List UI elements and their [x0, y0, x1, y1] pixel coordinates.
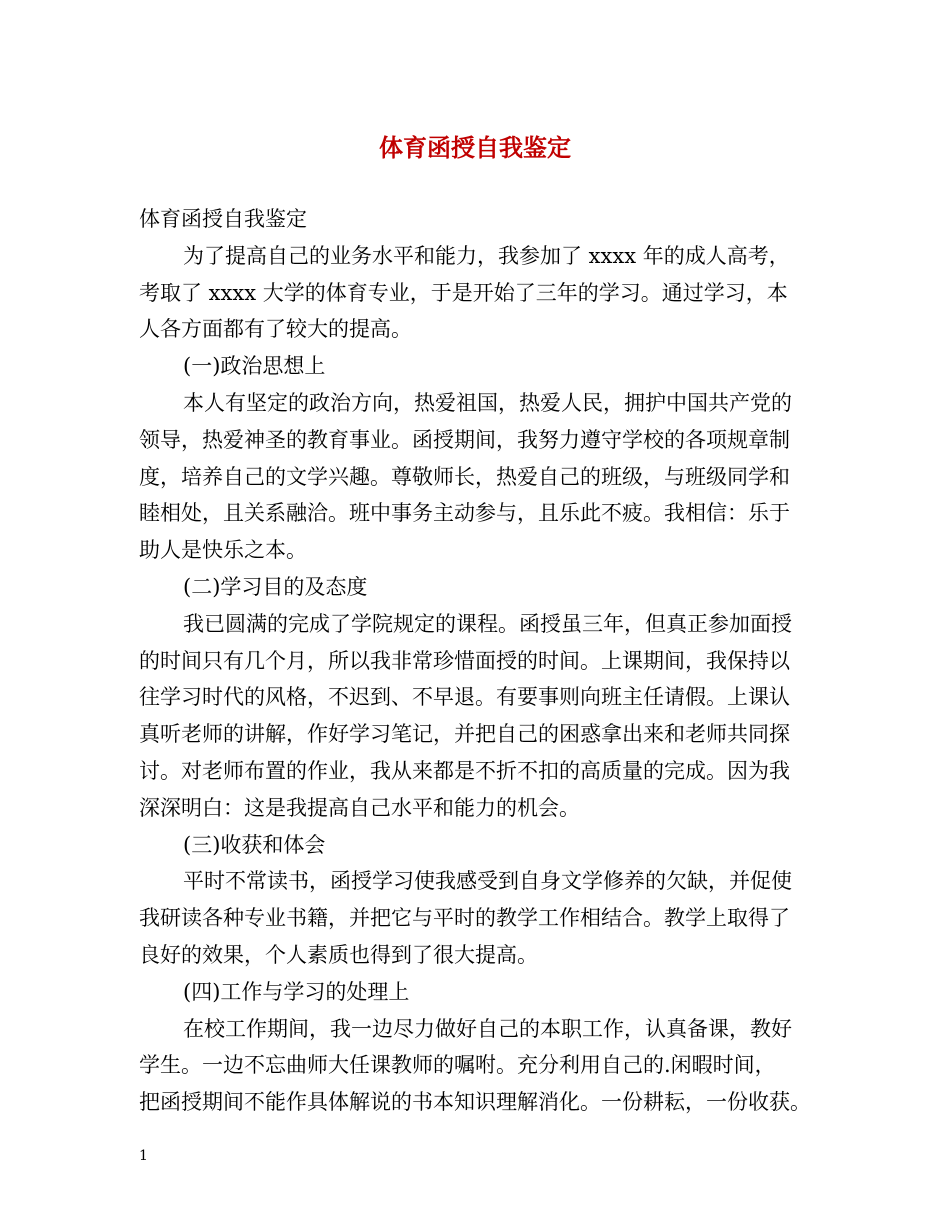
paragraph-line: 学生。一边不忘曲师大任课教师的嘱咐。充分利用自己的.闲暇时间，	[139, 1053, 776, 1078]
paragraph-line: 领导，热爱神圣的教育事业。函授期间，我努力遵守学校的各项规章制	[139, 427, 790, 452]
paragraph-line: 深深明白：这是我提高自己水平和能力的机会。	[139, 795, 580, 820]
subtitle-line: 体育函授自我鉴定	[139, 207, 307, 231]
paragraph-line: 讨。对老师布置的作业，我从来都是不折不扣的高质量的完成。因为我	[139, 758, 790, 783]
paragraph-line: 考取了 xxxx 大学的体育专业，于是开始了三年的学习。通过学习，本	[139, 280, 788, 305]
paragraph-line: 我研读各种专业书籍，并把它与平时的教学工作相结合。教学上取得了	[139, 906, 790, 931]
paragraph-line: 真听老师的讲解，作好学习笔记，并把自己的困惑拿出来和老师共同探	[139, 722, 790, 747]
paragraph-line: 助人是快乐之本。	[139, 538, 307, 563]
document-body	[139, 201, 819, 1121]
paragraph-line: 为了提高自己的业务水平和能力，我参加了 xxxx 年的成人高考，	[183, 243, 790, 268]
paragraph-line: 的时间只有几个月，所以我非常珍惜面授的时间。上课期间，我保持以	[139, 648, 790, 673]
paragraph-line: 度，培养自己的文学兴趣。尊敬师长，热爱自己的班级，与班级同学和	[139, 464, 790, 489]
section-heading: (一)政治思想上	[183, 354, 326, 379]
section-heading: (四)工作与学习的处理上	[183, 979, 410, 1004]
section-heading: (三)收获和体会	[183, 832, 326, 857]
paragraph-line: 人各方面都有了较大的提高。	[139, 317, 412, 342]
paragraph-line: 往学习时代的风格，不迟到、不早退。有要事则向班主任请假。上课认	[139, 685, 790, 710]
paragraph-line: 本人有坚定的政治方向，热爱祖国，热爱人民，拥护中国共产党的	[183, 390, 792, 415]
paragraph-line: 在校工作期间，我一边尽力做好自己的本职工作，认真备课，教好	[183, 1016, 792, 1041]
document-title: 体育函授自我鉴定	[379, 133, 571, 162]
paragraph-line: 把函授期间不能作具体解说的书本知识理解消化。一份耕耘，一份收获。	[139, 1090, 811, 1115]
paragraph-line: 良好的效果，个人素质也得到了很大提高。	[139, 942, 538, 967]
paragraph-line: 我已圆满的完成了学院规定的课程。函授虽三年，但真正参加面授	[183, 611, 792, 636]
section-heading: (二)学习目的及态度	[183, 574, 368, 599]
page-number: 1	[139, 1148, 148, 1164]
paragraph-line: 平时不常读书，函授学习使我感受到自身文学修养的欠缺，并促使	[183, 869, 792, 894]
paragraph-line: 睦相处，且关系融洽。班中事务主动参与，且乐此不疲。我相信：乐于	[139, 501, 790, 526]
